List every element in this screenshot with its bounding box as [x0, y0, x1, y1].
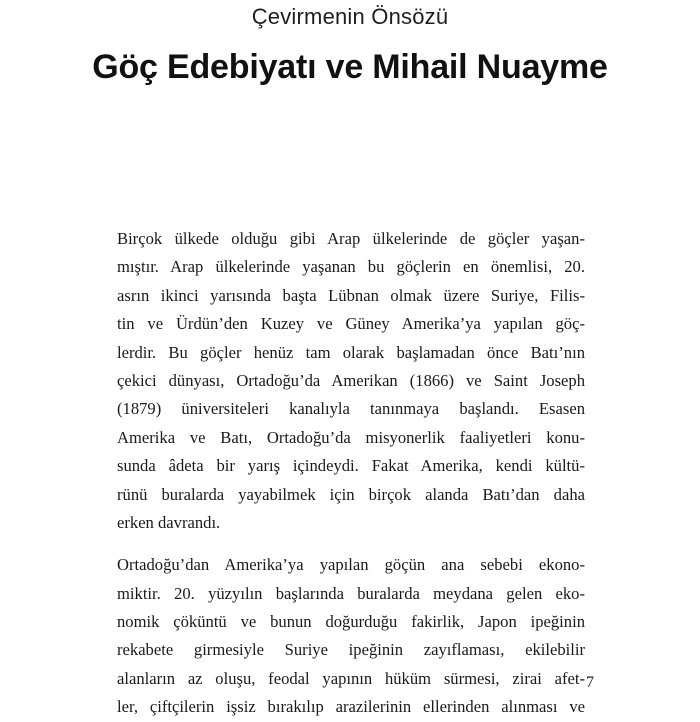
paragraph-2	[117, 551, 585, 721]
text-line: (1879) üniversiteleri kanalıyla tanınmaya başlandı. Esasen	[117, 399, 585, 419]
text-line: nomik çöküntü ve bunun doğurduğu fakirlik, Japon ipeğinin	[117, 612, 585, 632]
text-line: erken davrandı.	[117, 512, 221, 532]
text-line: asrın ikinci yarısında başta Lübnan olmak üzere Suriye, Filis-	[117, 285, 585, 305]
text-line: lerdir. Bu göçler henüz tam olarak başlamadan önce Batı’nın	[117, 342, 585, 362]
text-line: rekabete girmesiyle Suriye ipeğinin zayıflaması, ekilebilir	[117, 640, 585, 660]
text-line: sunda âdeta bir yarış içindeydi. Fakat Amerika, kendi kültü-	[117, 456, 585, 476]
page-number: 7	[586, 674, 594, 691]
text-line: çekici dünyası, Ortadoğu’da Amerikan (1866) ve Saint Joseph	[117, 370, 585, 390]
text-line: ler, çiftçilerin işsiz bırakılıp arazilerinin ellerinden alınması ve	[117, 697, 585, 717]
text-line: alanların az oluşu, feodal yapının hüküm sürmesi, zirai afet-	[117, 668, 585, 688]
text-line: miktir. 20. yüzyılın başlarında buralarda meydana gelen eko-	[117, 583, 585, 603]
text-line: mıştır. Arap ülkelerinde yaşanan bu göçlerin en önemlisi, 20.	[117, 257, 585, 277]
chapter-title: Göç Edebiyatı ve Mihail Nuayme	[92, 48, 608, 86]
paragraph-1	[117, 225, 585, 537]
text-line: rünü buralarda yayabilmek için birçok alanda Batı’dan daha	[117, 484, 585, 504]
section-overline: Çevirmenin Önsözü	[251, 4, 449, 29]
text-line: Ortadoğu’dan Amerika’ya yapılan göçün ana sebebi ekono-	[117, 555, 585, 575]
text-line: Birçok ülkede olduğu gibi Arap ülkelerinde de göçler yaşan-	[117, 229, 585, 248]
text-line: tin ve Ürdün’den Kuzey ve Güney Amerika’ya yapılan göç-	[117, 314, 585, 334]
text-line: Amerika ve Batı, Ortadoğu’da misyonerlik faaliyetleri konu-	[117, 427, 585, 447]
body-text	[117, 225, 585, 722]
